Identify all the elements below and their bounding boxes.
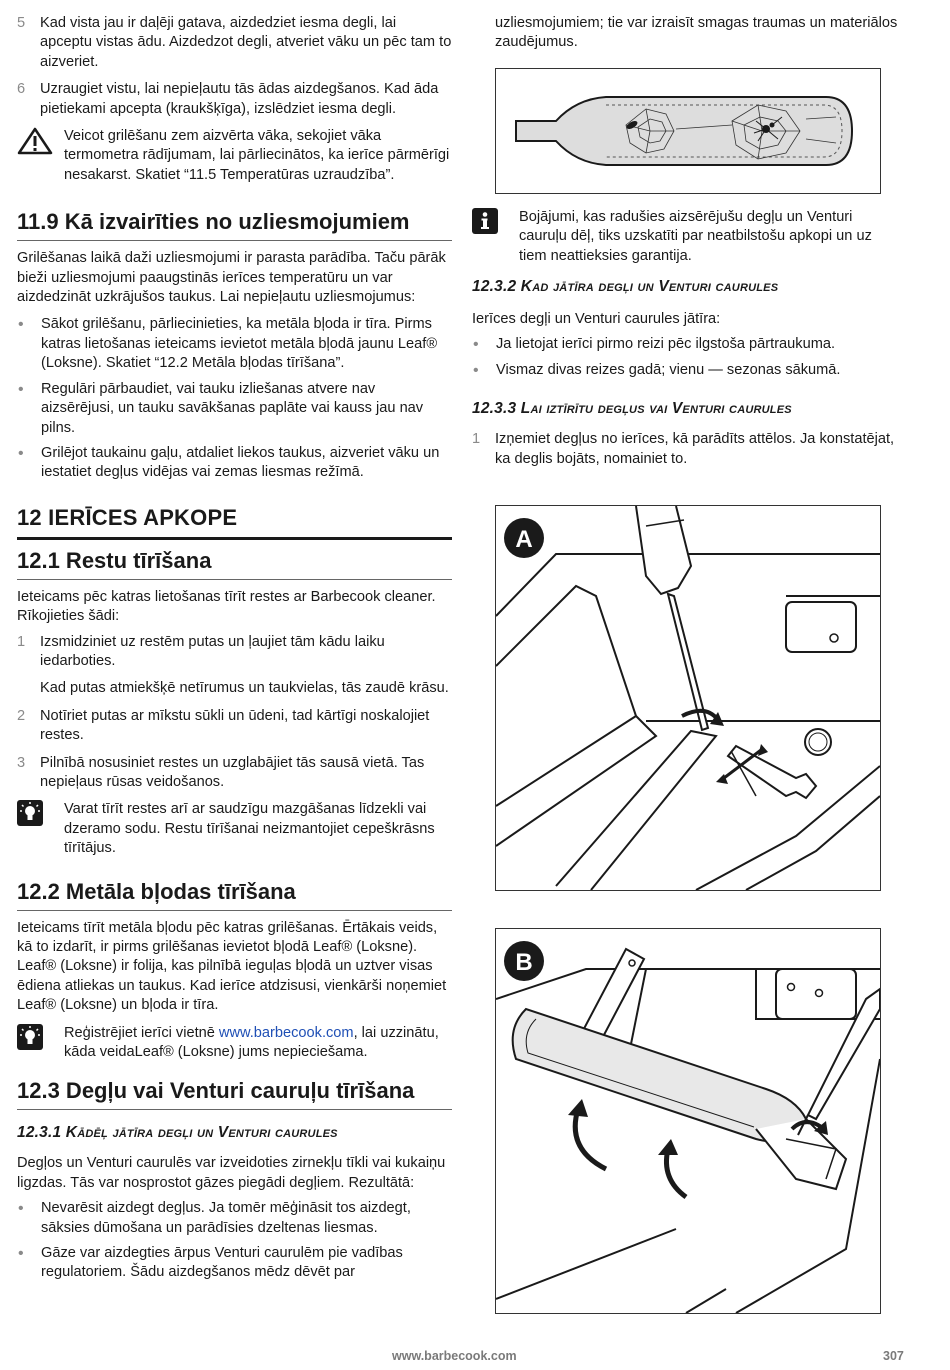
right-column xyxy=(472,14,902,53)
list-item: • Regulāri pārbaudiet, vai tauku izliešanas atvere nav aizsērējusi, un tauku savākšanas paplāte vai kauss jau nav pilns. xyxy=(18,380,424,436)
section-heading-12-2: 12.2 Metāla bļodas tīrīšana xyxy=(17,877,452,911)
right-column-lower xyxy=(472,276,902,477)
footer-url: www.barbecook.com xyxy=(392,1349,517,1363)
step-number: 5 xyxy=(17,15,26,31)
section-heading-12-1: 12.1 Restu tīrīšana xyxy=(17,546,452,580)
tip-note xyxy=(17,1024,452,1063)
info-icon xyxy=(472,208,519,266)
step-2: 2 Notīriet putas ar mīkstu sūkli un ūdeni, tad kārtīgi noskalojiet restes. xyxy=(17,707,430,744)
section-heading-11-9: 11.9 Kā izvairīties no uzliesmojumiem xyxy=(17,207,452,241)
step-1-note: Kad putas atmiekšķē netīrumus un taukvielas, tās zaudē krāsu. xyxy=(40,680,449,697)
list-item: • Gāze var aizdegties ārpus Venturi caurulēm pie vadības regulatoriem. Šādu aizdegšanos mēdz dēvēt par xyxy=(18,1245,403,1281)
figure-a-remove-screw xyxy=(495,505,881,891)
list-item: • Sākot grilēšanu, pārliecinieties, ka metāla bļoda ir tīra. Pirms katras lietošanas ieteicams ievietot metāla bļodā jaunu Leaf® (Loksne). Skatiet “12.2 Metāla bļodas tīrīšana”. xyxy=(18,316,438,372)
info-text: Bojājumi, kas radušies aizsērējušu degļu un Venturi cauruļu dēļ, tiks uzskatīti par neatbilstošu apkopi un uz tiem neattieksies garantija. xyxy=(519,209,872,264)
tip-text: Varat tīrīt restes arī ar saudzīgu mazgāšanas līdzekli vai dzeramo sodu. Restu tīrīšanai neizmantojiet cepeškrāsns tīrītājus. xyxy=(64,801,435,857)
section-heading-12-3: 12.3 Degļu vai Venturi cauruļu tīrīšana xyxy=(17,1076,452,1110)
subsection-heading-12-3-1: 12.3.1 Kādēļ jātīra degļi un Venturi caurules xyxy=(17,1124,338,1142)
tip-note xyxy=(17,800,452,858)
paragraph: Ierīces degļi un Venturi caurules jātīra: xyxy=(472,311,721,327)
list-item: • Grilējot taukainu gaļu, atdaliet liekos taukus, aizveriet vāku un iestatiet degļus vidējas vai zemas liesmas režīmā. xyxy=(18,444,440,481)
left-column xyxy=(17,14,452,1289)
warning-text: Veicot grilēšanu zem aizvērta vāka, sekojiet vāka termometra rādījumam, lai pārliecinātos, ka ierīce pārmērīgi nesakarst. Skatiet “11.5 Temperatūras uzraudzība”. xyxy=(64,128,450,183)
warning-triangle-icon xyxy=(17,127,64,185)
lightbulb-icon xyxy=(17,800,64,858)
paragraph: Ieteicams tīrīt metāla bļodu pēc katras grilēšanas. Ērtākais veids, kā to izdarīt, ir pirms grilēšanas ievietot bļodā Leaf® (Loksne). Leaf® (Loksne) ir folija, kas pilnībā ieguļas bļodā un uztver visas ēdiena atliekas un taukus. Kad ierīce atdzisusi, vienkārši noņemiet Leaf® (Loksne) un bļoda ir tīra. xyxy=(17,919,447,1014)
info-note xyxy=(472,208,902,266)
step-1: 1 Izsmidziniet uz restēm putas un ļaujiet tām kādu laiku iedarboties. xyxy=(17,633,385,669)
subsection-heading-12-3-2: 12.3.2 Kad jātīra degļi un Venturi caurules xyxy=(472,278,779,295)
lightbulb-icon xyxy=(17,1024,64,1063)
step-text: Uzraugiet vistu, lai nepieļautu tās ādas aizdegšanos. Kad āda pietiekami apcepta (kraukšķīga), izslēdziet iesma degli. xyxy=(40,81,439,117)
page-number: 307 xyxy=(883,1349,904,1363)
barbecook-link[interactable]: www.barbecook.com xyxy=(218,1024,354,1041)
paragraph: Ieteicams pēc katras lietošanas tīrīt restes ar Barbecook cleaner. Rīkojieties šādi: xyxy=(17,588,436,625)
warning-note xyxy=(17,127,452,185)
step-6 xyxy=(17,80,452,119)
figure-label-b: B xyxy=(515,949,533,976)
list-item: • Ja lietojat ierīci pirmo reizi pēc ilgstoša pārtraukuma. xyxy=(473,336,836,354)
paragraph: Degļos un Venturi caurulēs var izveidoties zirnekļu tīkli vai kukaiņu ligzdas. Tās var nosprostot gāzes piegādi degļiem. Rezultātā: xyxy=(17,1155,446,1191)
paragraph: Grilēšanas laikā daži uzliesmojumi ir parasta parādība. Taču pārāk bieži uzliesmojumi paaugstinās ierīces temperatūru un var aizdedzināt uzkrājušos taukus. Lai nepieļautu uzliesmojumus: xyxy=(17,250,446,306)
figure-label-a: A xyxy=(515,526,533,553)
subsection-heading-12-3-3: 12.3.3 Lai iztīrītu degļus vai Venturi caurules xyxy=(472,400,792,418)
paragraph: uzliesmojumiem; tie var izraisīt smagas traumas un materiālos zaudējumus. xyxy=(495,15,898,51)
burner-spiderweb-figure xyxy=(495,68,881,194)
step-5 xyxy=(17,14,452,72)
tip-text: Reģistrējiet ierīci vietnē www.barbecook.com, lai uzzinātu, kāda veidaLeaf® (Loksne) jums nepieciešama. xyxy=(64,1024,439,1061)
list-item: • Nevarēsit aizdegt degļus. Ja tomēr mēģināsit tos aizdegt, sāksies dūmošana un parādīsies dzeltenas liesmas. xyxy=(18,1200,411,1236)
list-item: • Vismaz divas reizes gadā; vienu — sezonas sākumā. xyxy=(473,361,841,379)
step-number: 6 xyxy=(17,81,26,98)
step-1: 1 Izņemiet degļus no ierīces, kā parādīts attēlos. Ja konstatējat, ka deglis bojāts, nomainiet to. xyxy=(472,431,895,467)
chapter-heading-12: 12 IERĪCES APKOPE xyxy=(17,503,452,540)
step-3: 3 Pilnībā nosusiniet restes un uzglabājiet tās sausā vietā. Tas nepieļaus rūsas veidošanos. xyxy=(17,754,425,790)
figure-b-lift-burner xyxy=(495,928,881,1314)
step-text: Kad vista jau ir daļēji gatava, aizdedziet iesma degli, lai apceptu vistas ādu. Aizdedzot degli, atveriet vāku un pēc tam to aizveriet. xyxy=(40,15,452,70)
